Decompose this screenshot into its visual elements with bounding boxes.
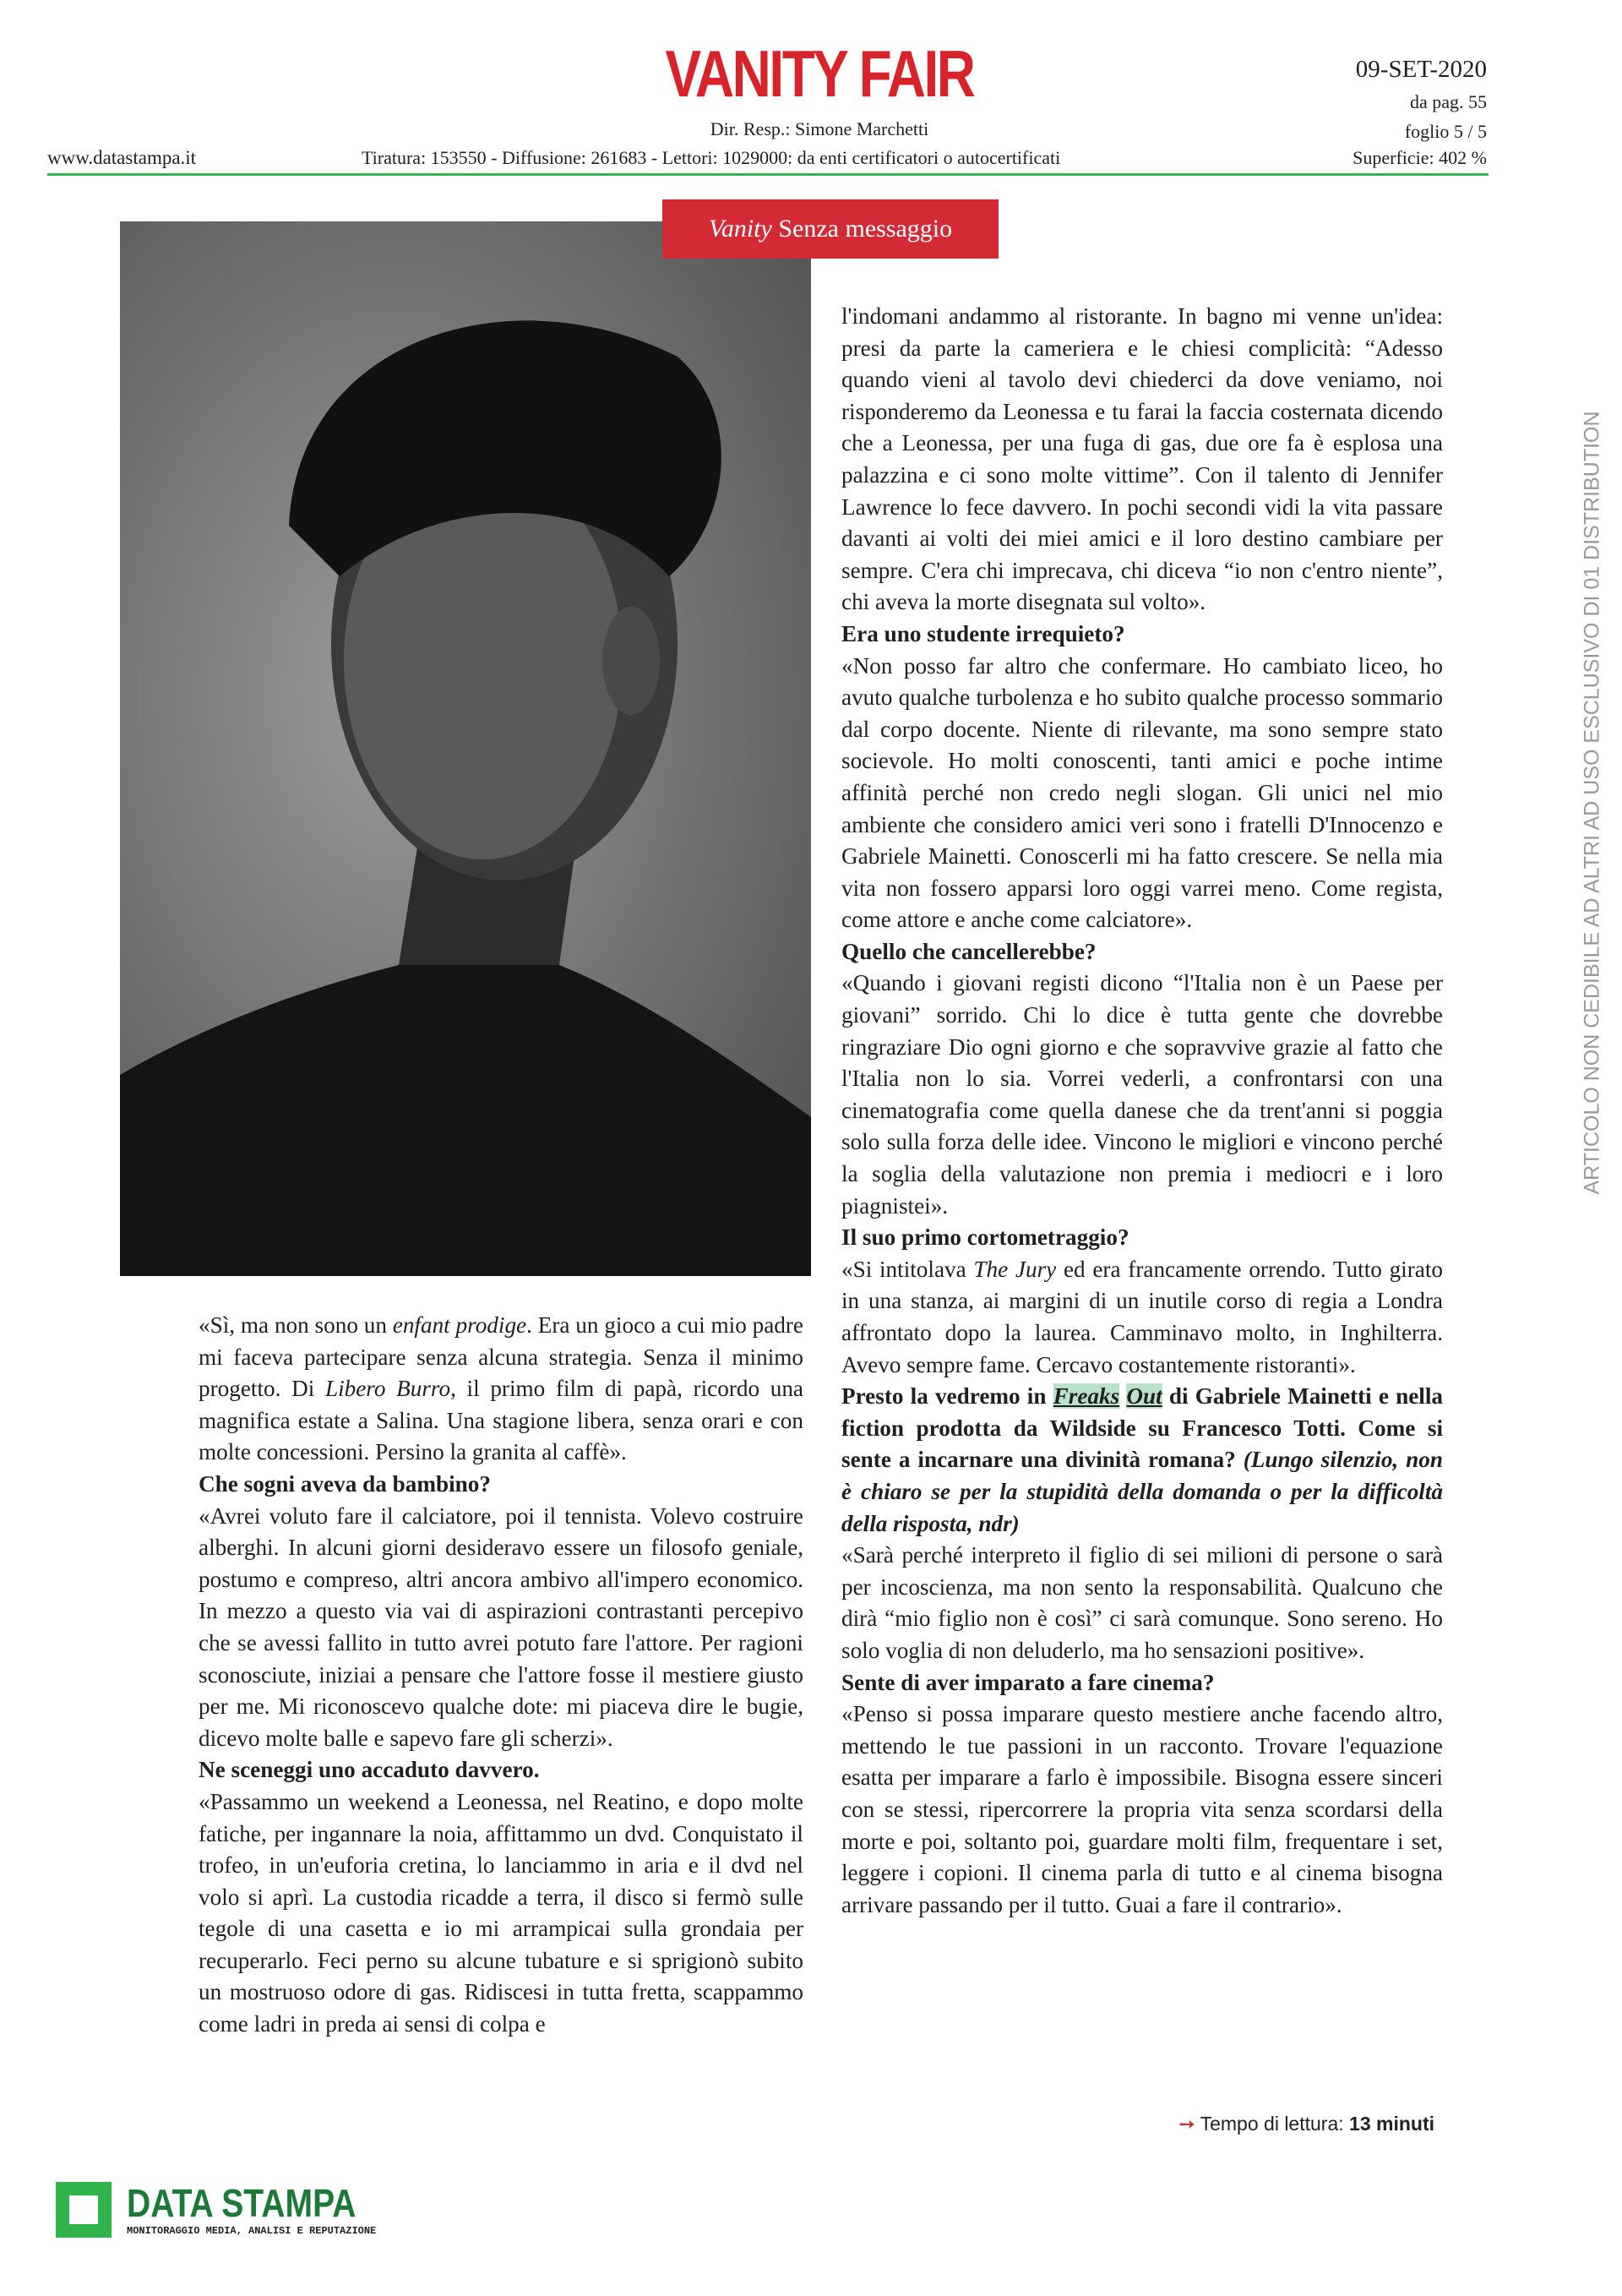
answer-paragraph: «Passammo un weekend a Leonessa, nel Reatino, e dopo molte fatiche, per ingannare la noia, affittammo un dvd. Conquistato il trofeo, in un'euforia cretina, lo lanciammo in aria e il dvd nel volo si aprì. La custodia ricadde a terra, il disco si fermò sulle tegole di una casetta e io mi arrampicai sulla grondaia per recuperarlo. Feci perno su alcune tubature e si sprigionò subito un mostruoso odore di gas. Ridiscesi in tutta fretta, scappammo come ladri in preda ai sensi di colpa e	[199, 1788, 803, 2037]
page-reference: da pag. 55	[1409, 91, 1487, 112]
header-divider	[47, 173, 1489, 176]
question-text: di Gabriele Mainetti e nella fiction prodotta da Wildside su Francesco Totti. Come si sente a incarnare una divinità romana?	[841, 1383, 1443, 1473]
question-heading: Sente di aver imparato a fare cinema?	[841, 1669, 1215, 1695]
reading-time-label: Tempo di lettura:	[1200, 2113, 1344, 2135]
film-title: Libero Burro	[324, 1376, 451, 1402]
answer-paragraph	[841, 1254, 1443, 1381]
circulation-info: Tiratura: 153550 - Diffusione: 261683 - Lettori: 1029000: da enti certificatori o autocertificati	[362, 147, 1061, 168]
question-heading: Il suo primo cortometraggio?	[841, 1224, 1129, 1251]
portrait-photo	[120, 221, 811, 1276]
surface-info: Superficie: 402 %	[1353, 147, 1487, 168]
answer-text: ed era francamente orrendo. Tutto girato in una stanza, ai margini di un inutile corso di regia a Londra affrontato dopo la laurea. Camminavo molto, in Inghilterra. Avevo sempre fame. Cercavo costantemente ristoranti».	[841, 1256, 1443, 1377]
section-label: Senza messaggio	[778, 215, 953, 243]
article-column-right	[841, 301, 1443, 1921]
reading-time	[1156, 2113, 1434, 2135]
section-tag	[662, 199, 999, 259]
answer-paragraph: «Quando i giovani registi dicono “l'Italia non è un Paese per giovani” sorrido. Chi lo dice è tutta gente che dovrebbe ringraziare Dio ogni giorno e che sopravvive grazie al fatto che l'Italia non lo sia. Vorrei vederli, a confrontarsi con una cinematografia come quella danese che da trent'anni si poggia solo sulla forza delle idee. Vincono le migliori e vincono perché la soglia della valutazione non premia i mediocri e i loro piagnistei».	[841, 970, 1443, 1219]
paragraph: l'indomani andammo al ristorante. In bagno mi venne un'idea: presi da parte la cameriera e le chiesi complicità: “Adesso quando vieni al tavolo devi chiederci da dove veniamo, noi risponderemo da Leonessa e tu farai la faccia costernata dicendo che a Leonessa, per una fuga di gas, due ore fa è esplosa una palazzina e ci sono molte vittime”. Con il talento di Jennifer Lawrence lo fece davvero. In pochi secondi vidi la vita passare davanti ai volti dei miei amici e il loro destino cambiare per sempre. C'era chi imprecava, chi diceva “io non c'entro niente”, chi aveva la morte disegnata sul volto».	[841, 303, 1443, 615]
usage-notice: ARTICOLO NON CEDIBILE AD ALTRI AD USO ESCLUSIVO DI 01 DISTRIBUTION	[1580, 411, 1604, 1195]
editor-note: (Lungo silenzio, non è chiaro se per la stupidità della domanda o per la difficoltà della risposta, ndr)	[841, 1447, 1444, 1536]
reading-time-value: 13 minuti	[1349, 2113, 1434, 2135]
paragraph	[199, 1310, 803, 1469]
question-heading: Che sogni aveva da bambino?	[199, 1470, 491, 1497]
issue-date: 09-SET-2020	[1355, 56, 1487, 83]
arrow-icon: ➙	[1178, 2113, 1195, 2135]
question-heading: Era uno studente irrequieto?	[841, 620, 1125, 646]
answer-text: . Era un gioco a cui mio padre mi faceva partecipare senza alcuna strategia. Senza il minimo progetto. Di	[199, 1312, 803, 1402]
italic-term: enfant prodige	[392, 1312, 527, 1338]
sheet-counter: foglio 5 / 5	[1404, 121, 1487, 142]
answer-text: , il primo film di papà, ricordo una magnifica estate a Salina. Una stagione libera, senza orari e con molte concessioni. Persino la granita al caffè».	[199, 1376, 803, 1465]
film-title-highlight: Out	[1126, 1383, 1162, 1410]
answer-text: «Si intitolava	[841, 1256, 974, 1282]
question-heading: Quello che cancellerebbe?	[841, 938, 1097, 964]
film-title: The Jury	[973, 1256, 1057, 1282]
data-stampa-logo-icon	[56, 2182, 112, 2238]
answer-paragraph: «Sarà perché interpreto il figlio di sei milioni di persone o sarà per incoscienza, ma non sento la responsabilità. Qualcuno che dirà “mio figlio non è così” ci sarà comunque. Sono sereno. Ho solo voglia di non deluderlo, ma ho sensazioni positive».	[841, 1542, 1443, 1663]
section-brand: Vanity	[708, 215, 772, 243]
source-url-link[interactable]: www.datastampa.it	[47, 147, 197, 168]
question-heading: Ne sceneggi uno accaduto davvero.	[199, 1757, 540, 1783]
answer-paragraph: «Penso si possa imparare questo mestiere anche facendo altro, mettendo le tue passioni in un racconto. Trovare l'equazione esatta per imparare a farlo è impossibile. Bisogna essere sinceri con se stessi, ripercorrere la propria vita senza scordarsi della morte e poi, soltanto poi, guardare molti film, frequentare i set, leggere i copioni. Il cinema parla di tutto e al cinema bisogna arrivare passando per il tutto. Guai a fare il contrario».	[841, 1701, 1443, 1917]
data-stampa-tagline: MONITORAGGIO MEDIA, ANALISI E REPUTAZIONE	[127, 2225, 377, 2237]
film-title-highlight: Freaks	[1053, 1383, 1120, 1410]
question-heading	[841, 1381, 1443, 1540]
answer-paragraph: «Non posso far altro che confermare. Ho cambiato liceo, ho avuto qualche turbolenza e ho subito qualche processo sommario dal corpo docente. Niente di rilevante, ma sono sempre stato socievole. Ho molti conoscenti, tanti amici e poche intime affinità perché non credo negli slogan. Gli unici nel mio ambiente che considero amici veri sono i fratelli D'Innocenzo e Gabriele Mainetti. Conoscerli mi ha fatto crescere. Se nella mia vita non fossero apparsi loro oggi varrei meno. Come regista, come attore e anche come calciatore».	[841, 652, 1443, 933]
article-column-left	[199, 1310, 803, 2041]
director-credit: Dir. Resp.: Simone Marchetti	[710, 118, 929, 139]
portrait-illustration	[120, 221, 811, 1276]
masthead-logo: VANITY FAIR	[665, 36, 974, 111]
answer-text: «Sì, ma non sono un	[199, 1312, 393, 1338]
question-text: Presto la vedremo in	[841, 1383, 1053, 1410]
data-stampa-logo-name: DATA STAMPA	[127, 2181, 357, 2225]
answer-paragraph: «Avrei voluto fare il calciatore, poi il tennista. Volevo costruire alberghi. In alcuni giorni desideravo essere un filosofo geniale, postumo e compreso, altri ancora ambivo all'impero economico. In mezzo a questo via vai di aspirazioni contrastanti percepivo che se avessi fallito in tutto avrei potuto fare l'attore. Per ragioni sconosciute, iniziai a pensare che l'attore fosse il mestiere giusto per me. Mi riconoscevo qualche dote: mi piaceva dire le bugie, dicevo molte balle e sapevo fare gli scherzi».	[199, 1502, 803, 1751]
